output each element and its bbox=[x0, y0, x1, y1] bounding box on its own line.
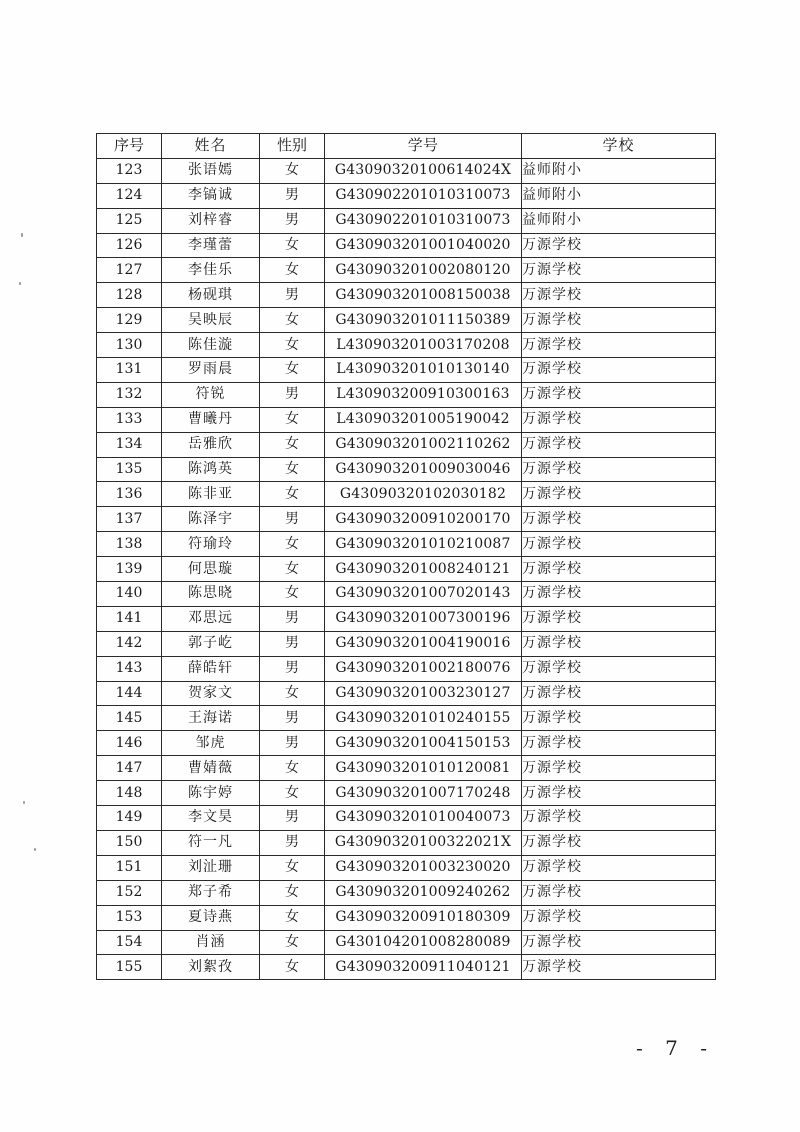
cell-student-id: L430903201003170208 bbox=[325, 333, 522, 358]
cell-name: 陈鸿英 bbox=[162, 457, 260, 482]
cell-school: 万源学校 bbox=[522, 407, 716, 432]
cell-student-id: G430903201002180076 bbox=[325, 656, 522, 681]
cell-serial-number: 153 bbox=[97, 905, 162, 930]
cell-sex: 男 bbox=[260, 806, 325, 831]
cell-student-id: G430903201004190016 bbox=[325, 631, 522, 656]
table-row bbox=[97, 457, 716, 482]
cell-school: 万源学校 bbox=[522, 656, 716, 681]
cell-name: 邹虎 bbox=[162, 731, 260, 756]
cell-school: 万源学校 bbox=[522, 233, 716, 258]
cell-serial-number: 133 bbox=[97, 407, 162, 432]
cell-serial-number: 136 bbox=[97, 482, 162, 507]
scan-speck bbox=[34, 848, 36, 851]
table-header-row bbox=[97, 134, 716, 159]
cell-sex: 女 bbox=[260, 158, 325, 183]
cell-school: 万源学校 bbox=[522, 781, 716, 806]
cell-serial-number: 129 bbox=[97, 308, 162, 333]
cell-sex: 男 bbox=[260, 507, 325, 532]
cell-name: 陈泽宇 bbox=[162, 507, 260, 532]
cell-sex: 女 bbox=[260, 333, 325, 358]
cell-student-id: G430903201002110262 bbox=[325, 432, 522, 457]
cell-sex: 男 bbox=[260, 656, 325, 681]
cell-student-id: G430903201010240155 bbox=[325, 706, 522, 731]
cell-student-id: L430903201010130140 bbox=[325, 358, 522, 383]
cell-sex: 男 bbox=[260, 183, 325, 208]
cell-sex: 男 bbox=[260, 731, 325, 756]
cell-student-id: G430903201010210087 bbox=[325, 532, 522, 557]
cell-serial-number: 150 bbox=[97, 830, 162, 855]
cell-serial-number: 152 bbox=[97, 880, 162, 905]
cell-school: 万源学校 bbox=[522, 930, 716, 955]
page-number: - 7 - bbox=[636, 1036, 715, 1060]
cell-school: 万源学校 bbox=[522, 333, 716, 358]
cell-student-id: G430903200910200170 bbox=[325, 507, 522, 532]
table-row bbox=[97, 158, 716, 183]
cell-name: 薛皓轩 bbox=[162, 656, 260, 681]
cell-school: 万源学校 bbox=[522, 631, 716, 656]
cell-name: 杨砚琪 bbox=[162, 283, 260, 308]
cell-name: 李文昊 bbox=[162, 806, 260, 831]
cell-school: 万源学校 bbox=[522, 706, 716, 731]
table-row bbox=[97, 606, 716, 631]
header-sex: 性别 bbox=[260, 134, 325, 159]
scan-speck bbox=[21, 233, 23, 237]
cell-name: 陈宇婷 bbox=[162, 781, 260, 806]
cell-school: 万源学校 bbox=[522, 482, 716, 507]
cell-sex: 女 bbox=[260, 955, 325, 980]
cell-school: 万源学校 bbox=[522, 880, 716, 905]
cell-sex: 女 bbox=[260, 781, 325, 806]
cell-student-id: G430903200911040121 bbox=[325, 955, 522, 980]
cell-student-id: G430903201009030046 bbox=[325, 457, 522, 482]
cell-name: 郭子屹 bbox=[162, 631, 260, 656]
cell-school: 益师附小 bbox=[522, 158, 716, 183]
student-roster-table bbox=[96, 133, 716, 980]
cell-name: 曹婧薇 bbox=[162, 756, 260, 781]
table-row bbox=[97, 407, 716, 432]
table-row bbox=[97, 656, 716, 681]
cell-student-id: G430903201001040020 bbox=[325, 233, 522, 258]
cell-serial-number: 131 bbox=[97, 358, 162, 383]
cell-school: 万源学校 bbox=[522, 806, 716, 831]
cell-school: 万源学校 bbox=[522, 681, 716, 706]
cell-name: 岳雅欣 bbox=[162, 432, 260, 457]
cell-student-id: G430903201009240262 bbox=[325, 880, 522, 905]
cell-serial-number: 130 bbox=[97, 333, 162, 358]
cell-serial-number: 144 bbox=[97, 681, 162, 706]
cell-school: 万源学校 bbox=[522, 358, 716, 383]
cell-name: 符瑜玲 bbox=[162, 532, 260, 557]
cell-serial-number: 134 bbox=[97, 432, 162, 457]
cell-serial-number: 132 bbox=[97, 382, 162, 407]
cell-student-id: G430902201010310073 bbox=[325, 208, 522, 233]
table-body bbox=[97, 158, 716, 979]
cell-sex: 男 bbox=[260, 382, 325, 407]
cell-name: 何思璇 bbox=[162, 557, 260, 582]
cell-student-id: G430903201010120081 bbox=[325, 756, 522, 781]
table-row bbox=[97, 507, 716, 532]
cell-school: 万源学校 bbox=[522, 756, 716, 781]
cell-serial-number: 151 bbox=[97, 855, 162, 880]
table-row bbox=[97, 358, 716, 383]
cell-school: 万源学校 bbox=[522, 432, 716, 457]
table-row bbox=[97, 333, 716, 358]
cell-name: 曹曦丹 bbox=[162, 407, 260, 432]
cell-serial-number: 137 bbox=[97, 507, 162, 532]
header-student-id: 学号 bbox=[325, 134, 522, 159]
cell-name: 刘沚珊 bbox=[162, 855, 260, 880]
cell-student-id: L430903201005190042 bbox=[325, 407, 522, 432]
cell-school: 万源学校 bbox=[522, 905, 716, 930]
cell-student-id: G430104201008280089 bbox=[325, 930, 522, 955]
cell-school: 益师附小 bbox=[522, 183, 716, 208]
cell-school: 万源学校 bbox=[522, 507, 716, 532]
table-row bbox=[97, 781, 716, 806]
cell-serial-number: 139 bbox=[97, 557, 162, 582]
table-row bbox=[97, 258, 716, 283]
cell-serial-number: 142 bbox=[97, 631, 162, 656]
cell-name: 吴映辰 bbox=[162, 308, 260, 333]
cell-sex: 女 bbox=[260, 880, 325, 905]
cell-school: 万源学校 bbox=[522, 855, 716, 880]
header-school: 学校 bbox=[522, 134, 716, 159]
cell-name: 陈非亚 bbox=[162, 482, 260, 507]
cell-sex: 女 bbox=[260, 233, 325, 258]
cell-sex: 女 bbox=[260, 681, 325, 706]
cell-sex: 女 bbox=[260, 532, 325, 557]
cell-school: 万源学校 bbox=[522, 830, 716, 855]
cell-serial-number: 125 bbox=[97, 208, 162, 233]
table-row bbox=[97, 308, 716, 333]
cell-name: 李镐诚 bbox=[162, 183, 260, 208]
cell-student-id: G430903201011150389 bbox=[325, 308, 522, 333]
cell-school: 万源学校 bbox=[522, 283, 716, 308]
cell-name: 李瑾蕾 bbox=[162, 233, 260, 258]
table-row bbox=[97, 233, 716, 258]
cell-serial-number: 138 bbox=[97, 532, 162, 557]
scan-speck bbox=[23, 801, 25, 804]
cell-name: 肖涵 bbox=[162, 930, 260, 955]
cell-student-id: G430902201010310073 bbox=[325, 183, 522, 208]
cell-sex: 女 bbox=[260, 407, 325, 432]
table-row bbox=[97, 532, 716, 557]
cell-sex: 男 bbox=[260, 706, 325, 731]
cell-name: 贺家文 bbox=[162, 681, 260, 706]
cell-sex: 女 bbox=[260, 756, 325, 781]
cell-name: 罗雨晨 bbox=[162, 358, 260, 383]
table-row bbox=[97, 681, 716, 706]
cell-sex: 女 bbox=[260, 557, 325, 582]
cell-student-id: G430903201007170248 bbox=[325, 781, 522, 806]
table-row bbox=[97, 880, 716, 905]
cell-name: 张语嫣 bbox=[162, 158, 260, 183]
cell-serial-number: 135 bbox=[97, 457, 162, 482]
cell-serial-number: 141 bbox=[97, 606, 162, 631]
cell-sex: 女 bbox=[260, 258, 325, 283]
cell-name: 夏诗燕 bbox=[162, 905, 260, 930]
scan-speck bbox=[19, 282, 21, 285]
cell-school: 万源学校 bbox=[522, 258, 716, 283]
cell-name: 符一凡 bbox=[162, 830, 260, 855]
cell-student-id: G430903201003230020 bbox=[325, 855, 522, 880]
table-row bbox=[97, 756, 716, 781]
cell-serial-number: 140 bbox=[97, 582, 162, 607]
cell-sex: 男 bbox=[260, 606, 325, 631]
cell-sex: 男 bbox=[260, 631, 325, 656]
cell-serial-number: 128 bbox=[97, 283, 162, 308]
cell-name: 陈佳漩 bbox=[162, 333, 260, 358]
cell-name: 王海诺 bbox=[162, 706, 260, 731]
table-row bbox=[97, 382, 716, 407]
cell-student-id: G43090320100614024X bbox=[325, 158, 522, 183]
cell-sex: 男 bbox=[260, 283, 325, 308]
table-row bbox=[97, 631, 716, 656]
table-row bbox=[97, 855, 716, 880]
cell-sex: 女 bbox=[260, 482, 325, 507]
table-row bbox=[97, 905, 716, 930]
table-row bbox=[97, 955, 716, 980]
cell-school: 万源学校 bbox=[522, 557, 716, 582]
table-row bbox=[97, 283, 716, 308]
cell-serial-number: 146 bbox=[97, 731, 162, 756]
cell-name: 刘絮孜 bbox=[162, 955, 260, 980]
header-name: 姓名 bbox=[162, 134, 260, 159]
cell-sex: 女 bbox=[260, 358, 325, 383]
cell-school: 万源学校 bbox=[522, 308, 716, 333]
cell-school: 益师附小 bbox=[522, 208, 716, 233]
table-row bbox=[97, 482, 716, 507]
cell-sex: 女 bbox=[260, 930, 325, 955]
header-serial-number: 序号 bbox=[97, 134, 162, 159]
table-row bbox=[97, 582, 716, 607]
cell-school: 万源学校 bbox=[522, 955, 716, 980]
cell-name: 符锐 bbox=[162, 382, 260, 407]
cell-student-id: G430903201002080120 bbox=[325, 258, 522, 283]
cell-student-id: G430903201003230127 bbox=[325, 681, 522, 706]
cell-student-id: G43090320102030182 bbox=[325, 482, 522, 507]
cell-student-id: G430903201010040073 bbox=[325, 806, 522, 831]
cell-name: 陈思晓 bbox=[162, 582, 260, 607]
cell-serial-number: 123 bbox=[97, 158, 162, 183]
cell-student-id: G43090320100322021X bbox=[325, 830, 522, 855]
cell-sex: 女 bbox=[260, 308, 325, 333]
cell-sex: 女 bbox=[260, 457, 325, 482]
table-row bbox=[97, 731, 716, 756]
table-row bbox=[97, 557, 716, 582]
cell-serial-number: 145 bbox=[97, 706, 162, 731]
cell-serial-number: 149 bbox=[97, 806, 162, 831]
cell-sex: 女 bbox=[260, 582, 325, 607]
cell-sex: 女 bbox=[260, 432, 325, 457]
cell-serial-number: 127 bbox=[97, 258, 162, 283]
cell-name: 邓思远 bbox=[162, 606, 260, 631]
cell-sex: 女 bbox=[260, 905, 325, 930]
cell-school: 万源学校 bbox=[522, 582, 716, 607]
cell-name: 郑子希 bbox=[162, 880, 260, 905]
cell-student-id: G430903201004150153 bbox=[325, 731, 522, 756]
cell-school: 万源学校 bbox=[522, 606, 716, 631]
cell-school: 万源学校 bbox=[522, 382, 716, 407]
cell-serial-number: 143 bbox=[97, 656, 162, 681]
cell-sex: 男 bbox=[260, 208, 325, 233]
cell-name: 刘梓睿 bbox=[162, 208, 260, 233]
cell-student-id: G430903201007020143 bbox=[325, 582, 522, 607]
cell-school: 万源学校 bbox=[522, 731, 716, 756]
cell-serial-number: 155 bbox=[97, 955, 162, 980]
table-row bbox=[97, 706, 716, 731]
cell-serial-number: 148 bbox=[97, 781, 162, 806]
cell-student-id: L430903200910300163 bbox=[325, 382, 522, 407]
cell-sex: 男 bbox=[260, 830, 325, 855]
table-row bbox=[97, 432, 716, 457]
cell-serial-number: 126 bbox=[97, 233, 162, 258]
table-row bbox=[97, 930, 716, 955]
cell-serial-number: 154 bbox=[97, 930, 162, 955]
cell-student-id: G430903201007300196 bbox=[325, 606, 522, 631]
cell-name: 李佳乐 bbox=[162, 258, 260, 283]
table-row bbox=[97, 183, 716, 208]
cell-school: 万源学校 bbox=[522, 457, 716, 482]
cell-sex: 女 bbox=[260, 855, 325, 880]
table-row bbox=[97, 208, 716, 233]
table-row bbox=[97, 806, 716, 831]
cell-student-id: G430903201008150038 bbox=[325, 283, 522, 308]
table-row bbox=[97, 830, 716, 855]
cell-school: 万源学校 bbox=[522, 532, 716, 557]
cell-serial-number: 147 bbox=[97, 756, 162, 781]
cell-serial-number: 124 bbox=[97, 183, 162, 208]
cell-student-id: G430903200910180309 bbox=[325, 905, 522, 930]
cell-student-id: G430903201008240121 bbox=[325, 557, 522, 582]
